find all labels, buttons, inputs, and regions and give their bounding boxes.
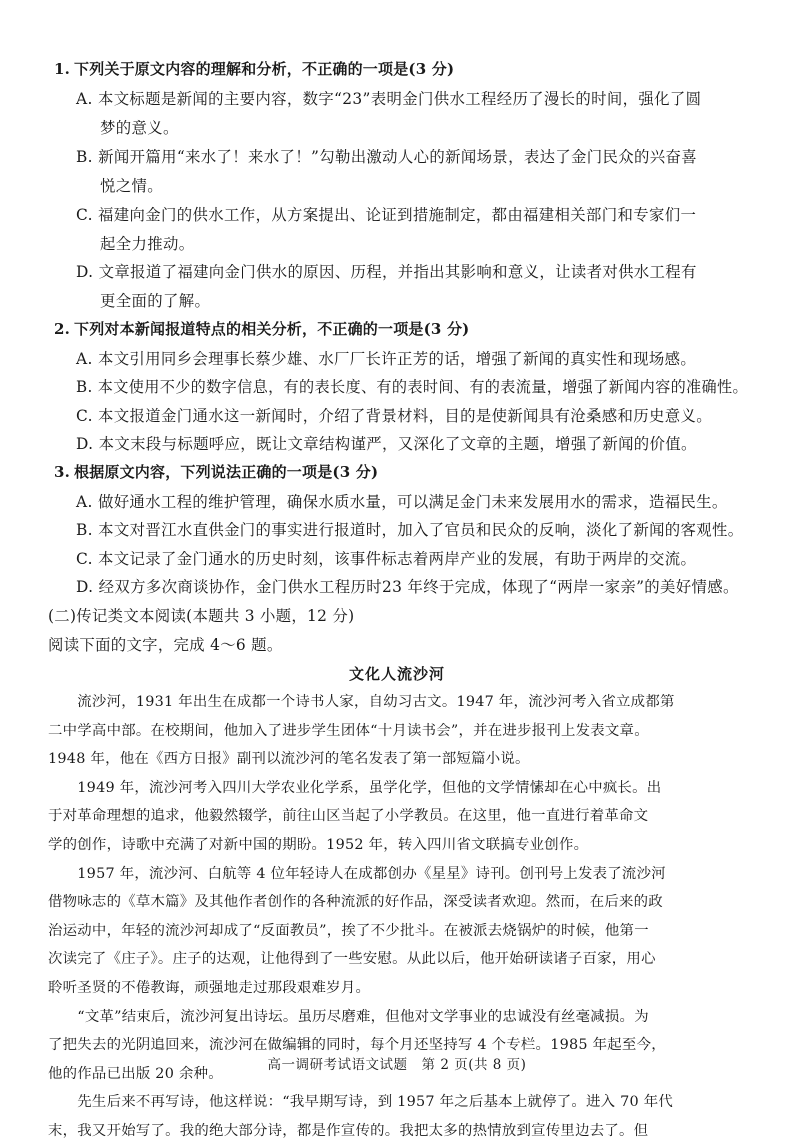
article-title: 文化人流沙河 [348, 665, 445, 683]
question-1-option-c: C. 福建向金门的供水工作，从方案提出、论证到措施制定，都由福建相关部门和专家们一 [76, 206, 697, 224]
question-3-option-d: D. 经双方多次商谈协作，金门供水工程历时23 年终于完成，体现了“两岸一家亲”的美好情感。 [76, 578, 739, 596]
reading-instruction: 阅读下面的文字，完成 4～6 题。 [48, 636, 283, 654]
paragraph-3-line-1: 1957 年，流沙河、白航等 4 位年轻诗人在成都创办《星星》诗刊。创刊号上发表了流沙河 [48, 865, 666, 882]
paragraph-3-line-5: 聆听圣贤的不倦教诲，顽强地走过那段艰难岁月。 [48, 979, 371, 996]
question-1-stem: 1. 下列关于原文内容的理解和分析，不正确的一项是(3 分) [54, 60, 455, 78]
section-heading: (二)传记类文本阅读(本题共 3 小题，12 分) [48, 607, 355, 625]
question-3-option-c: C. 本文记录了金门通水的历史时刻，该事件标志着两岸产业的发展，有助于两岸的交流。 [76, 550, 697, 568]
page-footer: 高一调研考试语文试题 第 2 页(共 8 页) [267, 1057, 527, 1073]
question-1-option-b-cont: 悦之情。 [100, 177, 163, 195]
paragraph-5-line-1: 先生后来不再写诗，他这样说：“我早期写诗，到 1957 年之后基本上就停了。进入 70 年代 [48, 1094, 674, 1111]
paragraph-4-line-2: 了把失去的光阴追回来，流沙河在做编辑的同时，每个月还坚持写 4 个专栏。1985 年起至今， [48, 1037, 666, 1054]
paragraph-5-line-2: 末，我又开始写了。我的绝大部分诗，都是作宣传的。我把太多的热情放到宣传里边去了。但 [48, 1122, 649, 1139]
question-2-option-d: D. 本文末段与标题呼应，既让文章结构谨严，又深化了文章的主题，增强了新闻的价值。 [76, 435, 697, 453]
article-body [48, 688, 746, 1146]
paragraph-2-line-2: 于对革命理想的追求，他毅然辍学，前往山区当起了小学教员。在这里，他一直进行着革命文 [48, 808, 649, 825]
question-2-option-c: C. 本文报道金门通水这一新闻时，介绍了背景材料，目的是使新闻具有沧桑感和历史意义。 [76, 407, 712, 425]
paragraph-4-line-3: 他的作品已出版 20 余种。 [48, 1065, 223, 1082]
paragraph-1-line-2: 二中学高中部。在校期间，他加入了进步学生团体“十月读书会”，并在进步报刊上发表文章。 [48, 722, 649, 739]
question-1-option-d-cont: 更全面的了解。 [100, 292, 211, 310]
question-1-option-c-cont: 起全力推动。 [100, 235, 195, 253]
paragraph-4-line-1: “文革”结束后，流沙河复出诗坛。虽历尽磨难，但他对文学事业的忠诚没有丝毫减损。为 [48, 1008, 649, 1025]
question-3-option-b: B. 本文对晋江水直供金门的事实进行报道时，加入了官员和民众的反响，淡化了新闻的客观性。 [76, 521, 744, 539]
paragraph-1-line-1: 流沙河，1931 年出生在成都一个诗书人家，自幼习古文。1947 年，流沙河考入省立成都第 [48, 694, 675, 710]
paragraph-3-line-2: 借物咏志的《草木篇》及其他作者创作的各种流派的好作品，深受读者欢迎。然而，在后来的政 [48, 894, 663, 911]
question-1-option-d: D. 文章报道了福建向金门供水的原因、历程，并指出其影响和意义，让读者对供水工程有 [76, 263, 697, 281]
paragraph-2-line-3: 学的创作，诗歌中充满了对新中国的期盼。1952 年，转入四川省文联搞专业创作。 [48, 836, 589, 853]
paragraph-3-line-4: 次读完了《庄子》。庄子的达观，让他得到了一些安慰。从此以后，他开始研读诸子百家，用心 [48, 951, 656, 968]
question-3-option-a: A. 做好通水工程的维护管理，确保水质水量，可以满足金门未来发展用水的需求，造福民生。 [76, 493, 728, 511]
question-1-option-a-cont: 梦的意义。 [100, 119, 179, 137]
question-3-stem: 3. 根据原文内容，下列说法正确的一项是(3 分) [54, 463, 379, 481]
question-1-option-a: A. 本文标题是新闻的主要内容，数字“23”表明金门供水工程经历了漫长的时间，强化了圆 [76, 90, 702, 108]
paragraph-1-line-3: 1948 年，他在《西方日报》副刊以流沙河的笔名发表了第一部短篇小说。 [48, 751, 530, 768]
paragraph-2-line-1: 1949 年，流沙河考入四川大学农业化学系，虽学化学，但他的文学情愫却在心中疯长。出 [48, 779, 662, 796]
question-1-option-b: B. 新闻开篇用“来水了！来水了！”勾勒出激动人心的新闻场景，表达了金门民众的兴奋喜 [76, 148, 697, 166]
question-2-option-b: B. 本文使用不少的数字信息，有的表长度、有的表时间、有的表流量，增强了新闻内容的准确性。 [76, 378, 748, 396]
question-2-option-a: A. 本文引用同乡会理事长蔡少雄、水厂厂长许正芳的话，增强了新闻的真实性和现场感。 [76, 350, 697, 368]
paragraph-3-line-3: 治运动中，年轻的流沙河却成了“反面教员”，挨了不少批斗。在被派去烧锅炉的时候，他第一 [48, 922, 649, 939]
question-2-stem: 2. 下列对本新闻报道特点的相关分析，不正确的一项是(3 分) [54, 320, 470, 338]
